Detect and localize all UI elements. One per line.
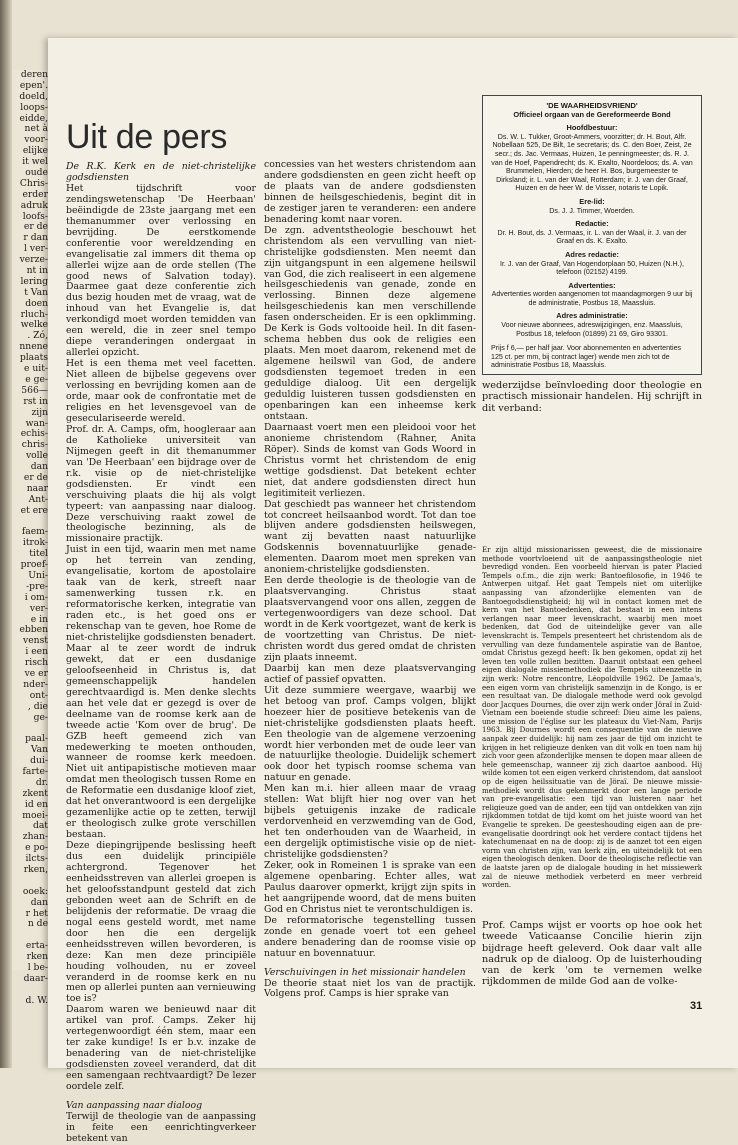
prev-column-line: eidde, [19,112,48,124]
page-binding [0,0,12,1068]
prev-column-line: t Van [24,286,48,298]
prev-column-line: zkent [22,787,48,799]
colophon-editors-text: Dr. H. Bout, ds. J. Vermaas, ir. L. van der Waal, ir. J. van der Graaf en ds. K. Exalto. [497,228,687,246]
prev-column-line: it wel [22,156,48,168]
prev-column-line: rst in [23,395,48,407]
article-column-2 [264,159,476,1000]
section-heading-1: De R.K. Kerk en de niet-christelijke godsdiensten [66,161,256,183]
prev-column-line: i om- [24,591,48,603]
colophon-subtitle: Officieel orgaan van de Gereformeerde Bond [513,109,671,119]
prev-column-line: i een [25,646,48,658]
prev-column-line: lering [20,275,48,287]
prev-column-line: plaats [19,352,48,364]
prev-column-line: erta- [25,940,48,952]
colophon-admin-text: Voor nieuwe abonnees, adreswijzigingen, enz. Maassluis, Postbus 18, telefoon (01899) 21 69, Giro 93301. [501,321,683,338]
col1-paragraph: Juist in een tijd, waarin men met name op het terrein van zending, evangelisatie, kortom de apostolaire taak van de kerk, streeft naar samenwerking tussen r.k. en reformatorische kerken, integratie van raden etc., is het goed ons er rekenschap van te geven, hoe Rome de niet-christelijke godsdiensten benadert. Maar al te zeer wordt de indruk gewekt, dat er een dusdanige geloofseenheid in Christus is, dat gemeenschappelijk handelen gerechtvaardigd is. Men denke slechts aan het vele dat er gezegd is over de deelname van de roomse kerk aan de tweede actie 'Kom over de brug'. De GZB heeft gemeend zich van medewerking te moeten onthouden, wanneer de roomse kerk meedoen. Niet uit antipapistische motieven maar omdat men theologisch tussen Rome en de Reformatie een dusdanige kloof ziet, dat het onverantwoord is een dergelijke gezamenlijke actie op te zetten, terwijl er theologisch zulke grote verschillen bestaan. [66,544,256,841]
prev-column-line: ebben [19,624,48,636]
prev-column-line: zhan- [22,831,48,843]
article-column-3-outro [482,920,702,1020]
prev-column-line: zijn [31,406,48,418]
prev-column-line: volle [25,450,48,462]
prev-column-line: titel [29,548,48,560]
prev-column-line: nder- [23,678,48,690]
prev-column-line: dr. [35,776,48,788]
col2-paragraph: Dat geschiedt pas wanneer het christendom tot concreet heilsaanbod wordt. Tot dan toe blijven andere godsdiensten heilswegen, want zij bevatten naast natuurlijke Godskennis bovennatuurlijke genade-elementen. Daarom moet men spreken van anoniem-christelijke godsdiensten. [264,498,476,576]
colophon-editors-heading: Redactie: [575,219,609,229]
prev-column-line: chris- [21,439,48,451]
col2-paragraph: Uit deze summiere weergave, waarbij we het betoog van prof. Camps volgen, blijkt hoezeer hier de positieve betekenis van de niet-christelijke godsdiensten plaats heeft. Een theologie van de algemene verzoening wordt hier verbonden met de oude leer van de natuurlijke theologie. Duidelijk schemert ook door het typisch roomse schema van natuur en genade. [264,684,476,784]
prev-column-line: Chris- [19,177,48,189]
col3-outro-text: Prof. Camps wijst er voorts op hoe ook het tweede Vaticaanse Concilie hierin zijn bijdrage heeft geleverd. Ook daar valt alle nadruk op de dialoog. Op de luisterhouding van de kerk 'om te vernemen welke rijkdommen de milde God aan de volke- [482,920,702,988]
prev-column-line: rken [26,951,48,963]
prev-column-line: l ver- [24,243,48,255]
prev-column-line: oude [25,167,48,179]
col2-paragraph: Men kan m.i. hier alleen maar de vraag stellen: Wat blijft hier nog over van het bijbels getuigenis inzake de radicale verdorvenheid en verzwemding van de God, het ten onderhouden van de Waarheid, in een dergelijk optimistische visie op de niet-christelijke godsdiensten? [264,783,476,861]
prev-column-line: moei- [22,809,48,821]
prev-column-line: ont- [29,689,48,701]
prev-column-line: verze- [19,254,48,266]
prev-column-line: adruk [20,199,48,211]
prev-column-line: er de [23,471,48,483]
colophon-board-heading: Hoofdbestuur: [566,123,618,133]
prev-column-line: ge- [33,711,48,723]
prev-column-line: d. W. [25,994,48,1006]
col2-paragraph: Zeker, ook in Romeinen 1 is sprake van een algemene openbaring. Echter alles, wat Paulus daarover opmerkt, krijgt zijn spits in het aangrijpende woord, dat de mens buiten God en Christus niet te verontschuldigen is. [264,860,476,915]
prev-column-line: paal- [25,733,48,745]
prev-column-line: proef- [20,559,48,571]
prev-column-line: daar- [23,972,48,984]
prev-column-line: e in [30,613,48,625]
prev-column-line: erder [22,188,48,200]
prev-column-line: e po- [25,842,48,854]
prev-column-line: e uit- [23,363,48,375]
colophon-ads-text: Advertenties worden aangenomen tot maandagmorgen 9 uur bij de administratie, Postbus 18, Maassluis. [491,290,693,307]
prev-column-line: welke [20,319,48,331]
colophon-name: 'DE WAARHEIDSVRIEND' [546,101,638,110]
colophon-honorary-text: Ds. J. J. Timmer, Woerden. [549,206,635,215]
prev-column-line: r dan [23,232,48,244]
col2-paragraph: Daarbij kan men deze plaatsvervanging actief of passief opvatten. [264,662,476,685]
prev-column-line: l be- [27,962,48,974]
col1-paragraph: Prof. dr. A. Camps, ofm, hoogleraar aan de Katholieke universiteit van Nijmegen geeft in dit themanummer van 'De Heerbaan' een bijdrage over de r.k. visie op de niet-christelijke godsdiensten. Er vindt een verschuiving plaats die hij als volgt typeert: van aanpassing naar dialoog. Deze verschuiving raakt zowel de theologische bezinning, als de missionaire practijk. [66,423,256,545]
prev-column-line: dan [30,461,48,473]
section-heading-2: Van aanpassing naar dialoog [66,1100,203,1112]
article-column-1 [66,160,256,1144]
prev-column-line: naar [26,482,48,494]
col3-intro-text: wederzijdse beïnvloeding door theologie en practisch missionair handelen. Hij schrijft in dit verband: [482,380,702,414]
prev-column-line: net à [24,123,48,135]
colophon-box [482,95,702,375]
prev-column-line: ilcts- [25,853,48,865]
prev-column-line: -pre- [26,580,48,592]
prev-column-line: r het [25,907,48,919]
prev-column-line: , die [27,700,48,712]
col2-paragraph: concessies van het westers christendom aan andere godsdiensten en geen zicht heeft op de plaats van de andere godsdiensten binnen de heilsgeschiedenis, begint dit in de zestiger jaren te veranderen: een andere benadering komt naar voren. [264,159,476,225]
prev-column-line: Ant- [28,493,48,505]
prev-column-line: dui- [30,755,48,767]
col2-paragraph: De reformatorische tegenstelling tussen zonde en genade voert tot een geheel andere benadering dan de roomse visie op natuur en bovennatuur. [264,914,476,959]
col2-paragraph: De zgn. adventstheologie beschouwt het christendom als een vervulling van niet-christelijke godsdiensten. Men neemt dan zijn uitgangspunt in een algemene heilswil van God, die zich realiseert in een algemene heilsgeschiedenis van genade, zonde en verlossing. Binnen deze algemene heilsgeschiedenis kan men verschillende fasen onderscheiden. Er is een opklimming. De Kerk is Gods voltooide heil. In dit fasen-schema hebben dus ook de religies een plaats. Men moet daarom, rekenend met de algemene heilswil van God, de andere godsdiensten tegemoet treden in een geduldige dialoog. Uit een dergelijk geduldig luisteren tussen godsdiensten en openbaringen kan een inheemse kerk ontstaan. [264,224,476,422]
prev-column-line: elijke [22,145,48,157]
col2-paragraph: Een derde theologie is de theologie van de plaatsvervanging. Christus staat plaatsvervangend voor ons allen, zeggen de vertegenwoordigers van deze school. Dat wordt in de Kerk voortgezet, want de kerk is de voortzetting van Christus. De niet-christen wordt dus gered omdat de christen zijn plaats inneemt. [264,575,476,663]
col1-paragraph: Deze diepingrijpende beslissing heeft dus een duidelijk principiële achtergrond. Tegenover het eenheidsstreven van allerlei groepen is het geloofsstandpunt gesteld dat zich gebonden weet aan de Schrift en de belijdenis der reformatie. De vraag die nogal eens gesteld wordt, met name door hen die een dergelijk eenheidsstreven willen bevorderen, is deze: Kan men deze principiële houding volhouden, nu er zoveel veranderd in de roomse kerk en nu men op allerlei punten aan vernieuwing toe is? [66,840,256,1005]
prev-column-line: doeld, [19,90,48,102]
prev-column-line: n de [27,918,48,930]
colophon-price-text: Prijs f 6,— per half jaar. Voor abonnementen en advertenties 125 ct. per mm, bij contract lager) wende men zich tot de administratie Postbus 18, Maassluis. [491,344,682,370]
col1-paragraph: Het is een thema met veel facetten. Niet alleen de bijbelse gegevens over verlossing en bevrijding komen aan de orde, maar ook de confrontatie met de religies en het levensgevoel van de geseculariseerde wereld. [66,358,256,424]
article-column-3-quote [482,546,702,916]
prev-column-line: e ge- [25,373,48,385]
section-heading-3: Verschuivingen in het missionair handelen [264,966,466,978]
prev-column-line: faem- [21,526,48,538]
prev-column-line: Van [30,744,48,756]
prev-column-line: wan- [25,417,48,429]
prev-column-line: . Zó, [27,330,48,342]
prev-column-line: 566— [21,384,48,396]
prev-column-line: risch [24,657,48,669]
prev-column-line: rken, [23,864,48,876]
col1-tail: Terwijl de theologie van de aanpassing in feite een eenrichtingverkeer betekent van [66,1110,256,1144]
col1-paragraph: Daarom waren we benieuwd naar dit artikel van prof. Camps. Zeker hij vertegenwoordigt één stem, maar een ter zake kundige! Is er b.v. inzake de benadering van de niet-christelijke godsdiensten zoveel veranderd, dat dit een samengaan rechtvaardigt? De lezer oordele zelf. [66,1004,256,1093]
prev-column-line: ooek: [22,885,48,897]
prev-column-line: id en [24,798,48,810]
prev-column-line: loofs- [22,210,48,222]
prev-column-line: farte- [22,766,48,777]
colophon-honorary-heading: Ere-lid: [579,196,605,206]
colophon-ads-heading: Advertenties: [568,280,616,290]
col2-tail: De theorie staat niet los van de practijk. Volgens prof. Camps is hier sprake van [264,977,476,1000]
colophon-address-heading: Adres redactie: [565,249,619,259]
prev-column-line: voor- [24,134,48,146]
previous-page-column-fragment [12,69,48,1006]
colophon-address-text: Ir. J. van der Graaf, Van Hogendorplaan 50, Huizen (N.H.), telefoon (02152) 4199. [499,259,684,277]
prev-column-line: doen [25,297,48,309]
colophon-admin-heading: Adres administratie: [556,311,628,321]
prev-column-line: ve er [24,667,48,679]
prev-column-line: er de [23,221,48,233]
prev-column-line: dan [30,896,48,908]
prev-column-line: echis- [20,428,48,440]
article-column-3-intro [482,380,702,540]
col1-paragraph: Het tijdschrift voor zendingswetenschap 'De Heerbaan' beëindigde de 23ste jaargang met een themanummer over verlossing en bevrijding. De eerstkomende conferentie voor wereldzending en evangelisatie zal immers dit thema op allerlei wijze aan de orde stellen (The good news of Salvation today). Daarmee gaat deze conferentie zich dus bezig houden met de vraag, wat de inhoud van het Evangelie is, dat verkondigd moet worden temidden van een wereld, die in zeer snel tempo diepe veranderingen ondergaat in allerlei opzicht. [66,182,256,359]
prev-column-line: nnene [19,341,48,353]
page-number: 31 [690,1000,703,1012]
col2-paragraph: Daarnaast voert men een pleidooi voor het anonieme christendom (Rahner, Anita Röper). Sinds de komst van Gods Woord in Christus vormt het christendom de enig wettige godsdienst. Dat betekent echter niet, dat andere godsdiensten direct hun legitimiteit verliezen. [264,421,476,499]
article-title: Uit de pers [66,118,228,156]
prev-column-line: rluch- [20,308,48,320]
prev-column-line: venst [23,635,48,647]
prev-column-line: epen'. [19,79,48,91]
prev-column-line: et ere [20,504,48,516]
prev-column-line: Uni- [28,569,48,581]
prev-column-line: nt in [26,265,48,277]
prev-column-line: dat [32,820,48,832]
colophon-board-text: Ds. W. L. Tukker, Groot-Ammers, voorzitter; dr. H. Bout, Alfr. Nobellaan 525, De Bilt, 1e secretaris; ds. C. den Boer, Zeist, 2e secr.; ds. Jac. Vermaas, Huizen, 1e penningmeester; ds. R. J. van de Hoef, Papendrecht; ds. K. Exalto, Noordeloos; ds. A. van Brummelen, Hierden; de heer H. Bos, burgemeester te Dirksland; ir. L. van der Waal, Rotterdam; ir. J. van der Graaf, Huizen en de heer W. de Visser, notaris te Lopik. [491,132,693,193]
prev-column-line: loops- [20,101,48,113]
col3-quote-text: Er zijn altijd missionarissen geweest, die de missionaire methode voortvloeiend uit de aanpassingstheologie niet bevredigd vonden. Een voorbeeld hiervan is pater Placied Tempels o.f.m., die zijn werk: Bantoefilosofie, in 1946 te Antwerpen uitgaf. Het gaat Tempels niet om uiterlijke aanpassing van afzonderlijke elementen van de Bantoegodsdienstigheid; hij wil in contact komen met de kern van het Bantoedenken, dat bestaat in een intens verlangen naar meer levenskracht, waarbij men moet bedenken, dat God de uiteindelijke gever van alle levenskracht is. Tempels presenteert het christendom als de vervulling van deze fundamentele aspiratie van de Bantoe, omdat Christus gezegd heeft: Ik ben gekomen, opdat zij het leven ten volle zullen bezitten. Daaruit ontstaat een geheel eigen dialogale missiemethodiek die Tempels uiteenzette in zijn werk: Notre rencontre, Léopoldville 1962. De Jamaa's, een eigen vorm van christelijk samenzijn in de Kongo, is er een resultaat van. De dialogale methode werd ook gevolgd door Jacques Dournes, die over zijn werk onder Jöraï in Zuid-Vietnam een boeiende studie schreef: Dieu aime les païens, une mission de l'église sur les plateaux du Viet-Nam, Parijs 1963. Bij Dournes wordt een consequentie van de nieuwe aanpak zeer duidelijk: hij nam zes jaar de tijd om inzicht te krijgen in het religieuze denken van dit volk en toen nam hij zich voor geen afzonderlijke mensen te dopen maar alleen de hele gemeenschap, wanneer zij zich daartoe aanbood. Hij wilde komen tot een eigen verkerd christendom, dat aansloot op de eigen heilssituatie van de Jöraï. De nieuwe missie-methodiek wordt dus gekenmerkt door een lange periode van pre-evangelisatie: een tijd van luisteren naar het religieuze goed van de ander, een tijd van ontdekken van zijn rijkdommen totdat de tijd komt om het juiste woord van het Evangelie te spreken. De geesteshouding eigen aan de pre-evangelisatie doordringt ook het verdere contact tijdens het katechumenaat en na de doop: zij is de aanzet tot een eigen vorm van christen zijn, van kerk zijn, en uiteindelijk tot een eigen theologisch denken. Door de theologische reflectie van de laatste jaren op de dialogale houding in het missiewerk zal de nieuwe methodiek verbeterd en meer verbreid worden. [482,545,702,890]
prev-column-line: deren [20,69,48,80]
prev-column-line: ver- [29,602,48,614]
prev-column-line: itrok- [22,537,48,549]
